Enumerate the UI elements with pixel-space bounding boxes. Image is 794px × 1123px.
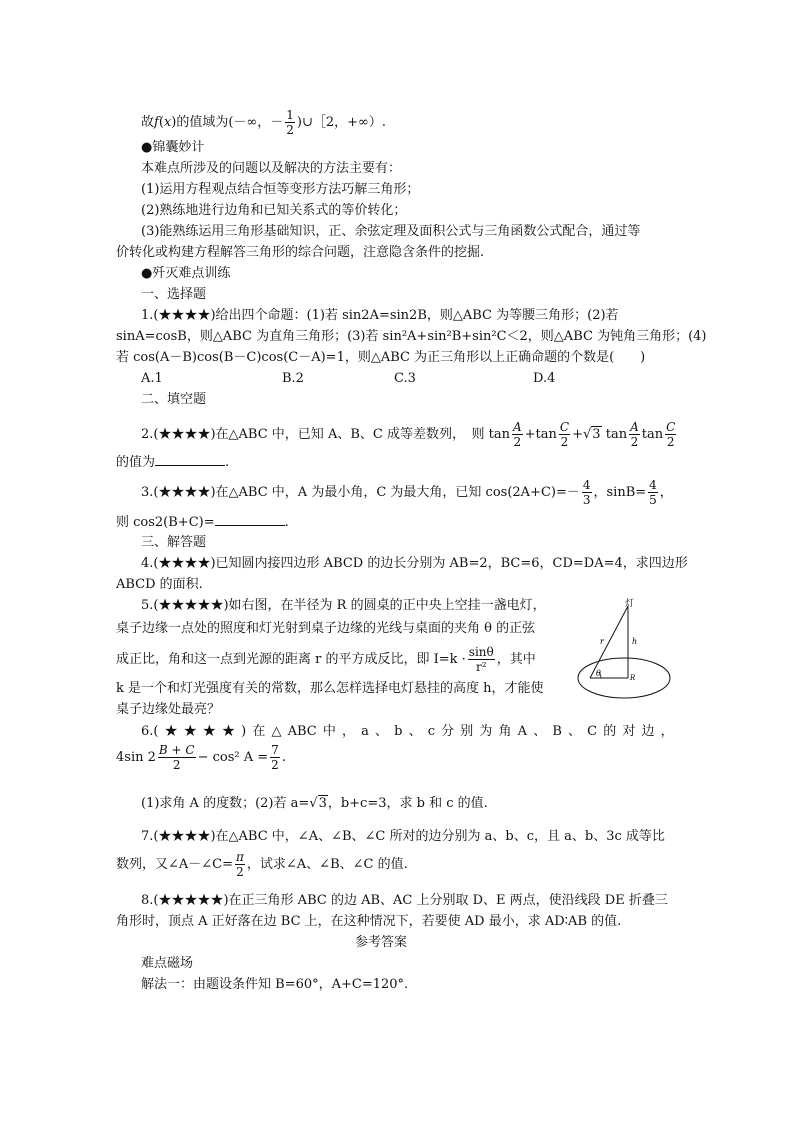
text: 3.(★★★★)在△ABC 中，A 为最小角，C 为最大角，已知 cos(2A+C)=－ [141,485,580,500]
text: ，其中 [496,652,536,667]
text: tan [605,427,628,442]
R-label: R [630,674,636,682]
lamp-table-figure [574,596,684,708]
denominator: 2 [560,435,569,449]
text: tan [641,427,664,442]
numerator: B + C [158,743,195,757]
numerator: A [512,420,522,434]
text: ( [158,115,164,130]
paragraph: 价转化或构建方程解答三角形的综合问题，注意隐含条件的挖掘. [116,245,485,260]
text: 3 [592,427,601,442]
theta-label: θ [596,669,601,678]
question-3 [141,476,673,510]
text: ，试求∠A、∠B、∠C 的值. [246,857,408,872]
question-6 [141,795,488,813]
text: . [225,455,230,470]
question-3-answer [116,513,289,532]
fraction [235,850,245,879]
denominator: 3 [582,493,591,507]
section-heading-tips: ●锦囊妙计 [141,140,205,155]
question-2 [141,418,678,452]
answer-blank[interactable] [155,453,225,466]
question-5: 5.(★★★★★)如右图，在半径为 R 的圆桌的正中央上空挂一盏电灯， [141,598,546,613]
option-c: C.3 [394,371,416,386]
option-a: A.1 [141,371,163,386]
question-5: 桌子边缘一点处的照度和灯光射到桌子边缘的光线与桌面的夹角 θ 的正弦 [116,621,536,636]
section-heading-fill: 二、填空题 [141,392,207,407]
fraction [559,420,570,449]
question-8: 8.(★★★★★)在正三角形 ABC 的边 AB、AC 上分别取 D、E 两点，使沿线段 DE 折叠三 [141,893,668,908]
r-label: r [600,637,604,646]
text: f [154,115,159,130]
question-6-equation [116,741,286,775]
question-5: 桌子边缘处最亮？ [116,702,221,717]
numerator: sinθ [468,645,494,659]
text: ， [659,485,673,500]
paragraph: 本难点所涉及的问题以及解决的方法主要有： [141,161,402,176]
fraction [468,645,495,674]
paragraph: (2)熟练地进行边角和已知关系式的等价转化； [141,203,407,218]
denominator: 2 [236,865,244,879]
sqrt-sign: √ [583,427,592,442]
fraction [648,478,658,507]
fraction [270,743,280,772]
question-1: 若 cos(A－B)cos(B－C)cos(C－A)=1，则△ABC 为正三角形以上正确命题的个数是( ) [116,350,646,365]
denominator: 2 [271,758,279,772]
text: 4sin 2 [116,750,156,765]
numerator: C [559,420,570,434]
text: 则 cos2(B+C)= [116,515,215,530]
text: x [163,115,172,130]
text: ，sinB= [593,485,647,500]
text: + [524,427,536,442]
question-4: ABCD 的面积. [116,577,203,592]
denominator: 2 [513,435,522,449]
fraction [629,420,640,449]
text: . [284,515,289,530]
text: 故 [141,115,155,130]
fraction [665,420,676,449]
denominator: 2 [286,123,294,137]
answer-blank[interactable] [215,513,285,526]
numerator: 1 [286,108,294,122]
fraction [512,420,523,449]
question-8: 角形时，顶点 A 正好落在边 BC 上，在这种情况下，若要使 AD 最小，求 AD∶AB 的值. [116,914,622,929]
text: 3 [318,796,327,811]
question-4: 4.(★★★★)已知圆内接四边形 ABCD 的边长分别为 AB=2，BC=6，CD=DA=4，求四边形 [141,556,688,571]
text: − cos² A = [197,750,269,765]
question-7 [116,848,408,882]
text: . [281,750,286,765]
denominator: r² [476,660,487,674]
numerator: 4 [649,478,657,492]
text: (1)求角 A 的度数；(2)若 a= [141,796,310,811]
text: 数列，又∠A－∠C= [116,857,234,872]
denominator: 2 [630,435,639,449]
numerator: π [236,850,244,864]
numerator: C [666,420,676,434]
h-label: h [632,637,638,646]
fraction [582,478,592,507]
option-d: D.4 [533,371,556,386]
text: 2.(★★★★)在△ABC 中，已知 A、B、C 成等差数列， 则 [141,427,485,442]
numerator: 4 [582,478,591,492]
answers-title: 参考答案 [355,935,408,950]
section-heading-training: ●歼灭难点训练 [141,266,231,281]
text: ，b+c=3，求 b 和 c 的值. [327,796,488,811]
denominator: 2 [666,435,675,449]
question-7: 7.(★★★★)在△ABC 中，∠A、∠B、∠C 所对的边分别为 a、b、c，且 a、b、3c 成等比 [141,829,665,844]
sqrt-sign: √ [309,796,318,811]
fraction [285,108,295,137]
denominator: 5 [649,493,657,507]
light-ray-line [590,606,628,678]
question-1: sinA=cosB，则△ABC 为直角三角形；(3)若 sin²A+sin²B+sin²C＜2，则△ABC 为钝角三角形；(4) [116,329,707,344]
question-5: k 是一个和灯光强度有关的常数，那么怎样选择电灯悬挂的高度 h，才能使 [116,681,544,696]
paragraph: (3)能熟练运用三角形基础知识，正、余弦定理及面积公式与三角函数公式配合，通过等 [141,224,641,239]
text: + [572,427,583,442]
question-2-answer [116,453,229,472]
text: 的值为 [116,455,156,470]
paragraph: (1)运用方程观点结合恒等变形方法巧解三角形； [141,182,420,197]
question-1: 1.(★★★★)给出四个命题：(1)若 sin2A=sin2B，则△ABC 为等腰三角形；(2)若 [141,308,619,323]
lamp-label: 灯 [625,599,635,609]
text: )∪［2，+∞）. [296,115,386,130]
question-5 [116,643,536,677]
question-6: 6.( ★ ★ ★ ★ ) 在 △ ABC 中 ， a 、 b 、 c 分 别 为 角 A 、 B 、 C 的 对 边 ， [141,724,674,739]
option-b: B.2 [282,371,304,386]
text: 成正比，角和这一点到光源的距离 r 的平方成反比，即 I=k · [116,652,466,667]
numerator: A [630,420,639,434]
answers-heading: 难点磁场 [141,956,194,971]
section-heading-choice: 一、选择题 [141,287,207,302]
text: tan [535,427,557,442]
text: tan [488,427,510,442]
fraction [158,743,196,772]
answers-solution: 解法一：由题设条件知 B=60°，A+C=120°. [141,977,409,992]
section-heading-solve: 三、解答题 [141,535,207,550]
text: )的值域为(－∞，－ [171,115,284,130]
denominator: 2 [172,758,181,772]
range-line [141,108,386,137]
numerator: 7 [271,743,279,757]
